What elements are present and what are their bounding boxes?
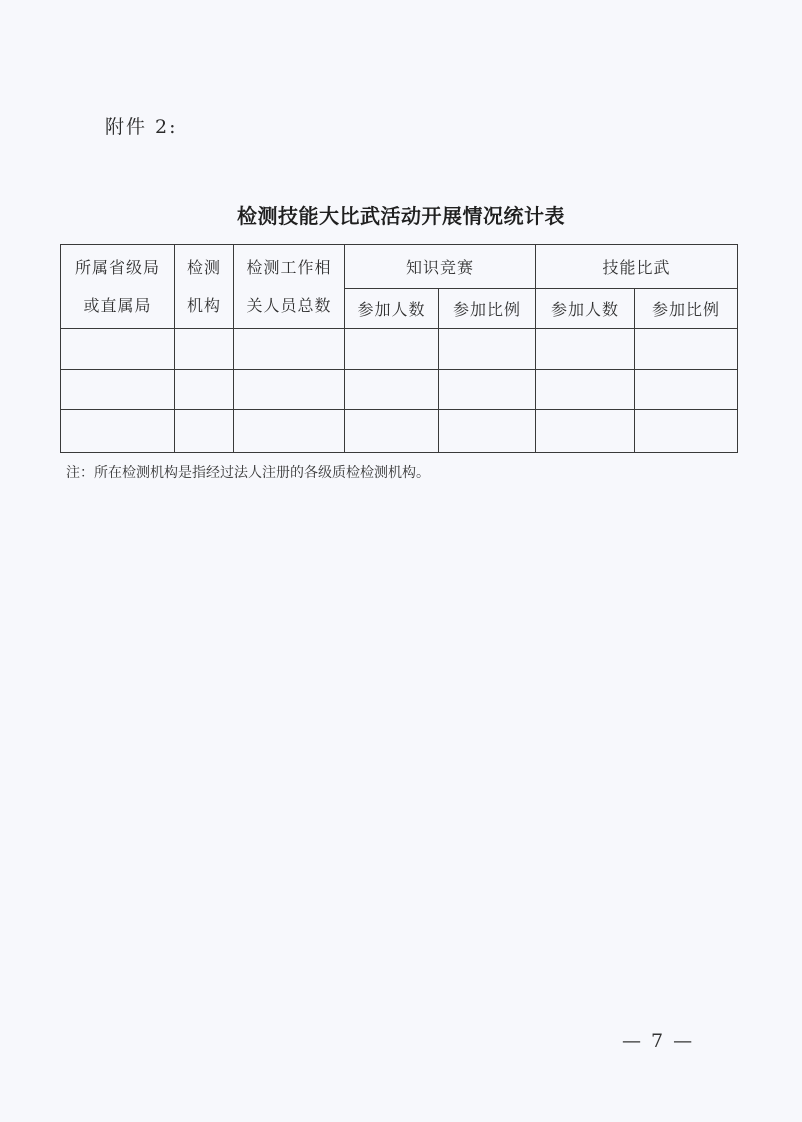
header-org-line1: 检测 [186, 257, 221, 277]
header-skill-participants: 参加人数 [536, 289, 635, 329]
table-cell [635, 410, 738, 453]
table-cell [61, 329, 175, 370]
table-cell [175, 329, 234, 370]
header-skill-ratio: 参加比例 [635, 289, 738, 329]
header-org [175, 245, 234, 329]
table-cell [439, 410, 536, 453]
table-cell [439, 370, 536, 410]
header-org-line2: 机构 [186, 295, 221, 315]
table-cell [536, 370, 635, 410]
page-number: — 7 — [622, 1030, 695, 1052]
header-staff [234, 245, 345, 329]
table-cell [234, 329, 345, 370]
table-cell [439, 329, 536, 370]
table-cell [61, 410, 175, 453]
table-cell [175, 410, 234, 453]
header-knowledge-participants: 参加人数 [345, 289, 439, 329]
table-footnote: 注：所在检测机构是指经过法人注册的各级质检检测机构。 [66, 465, 430, 481]
attachment-label: 附件 2: [105, 116, 178, 138]
header-skill-contest: 技能比武 [536, 245, 738, 289]
table-cell [61, 370, 175, 410]
header-staff-line2: 关人员总数 [246, 295, 332, 315]
table-row [61, 410, 738, 453]
table-cell [345, 410, 439, 453]
header-affiliation-line1: 所属省级局 [74, 257, 160, 277]
table-cell [345, 329, 439, 370]
table-row [61, 370, 738, 410]
document-title: 检测技能大比武活动开展情况统计表 [237, 204, 565, 228]
table-cell [635, 329, 738, 370]
header-staff-line1: 检测工作相 [246, 257, 332, 277]
table-cell [234, 410, 345, 453]
statistics-table [60, 244, 738, 453]
table-cell [536, 410, 635, 453]
table-cell [345, 370, 439, 410]
table-cell [234, 370, 345, 410]
table-row [61, 329, 738, 370]
header-knowledge-ratio: 参加比例 [439, 289, 536, 329]
table-cell [635, 370, 738, 410]
table-cell [536, 329, 635, 370]
header-affiliation-line2: 或直属局 [83, 295, 152, 315]
header-knowledge-contest: 知识竞赛 [345, 245, 536, 289]
header-affiliation [61, 245, 175, 329]
table-cell [175, 370, 234, 410]
